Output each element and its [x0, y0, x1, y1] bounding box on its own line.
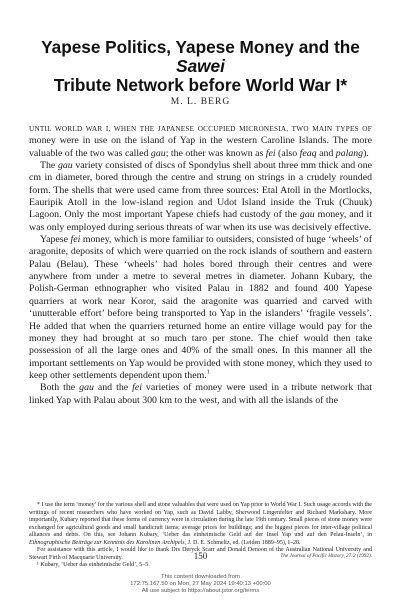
p1-text-2: ; the other was known as: [165, 147, 266, 159]
article-body: [29, 123, 372, 407]
p2-text-3: money, and it was only employed during serious threats of war when its use was decisively effective.: [29, 209, 372, 233]
download-notice: [0, 574, 401, 596]
opening-smallcaps: UNTIL WORLD WAR I, WHEN THE JAPANESE OCCUPIED MICRONESIA, TWO MAIN TYPES OF: [29, 125, 372, 133]
p1-term-feaq: feaq: [299, 147, 317, 159]
footnote-star-end: , J. D. E. Schmeltz, ed. (Leiden 1889–95), I–28.: [184, 539, 301, 546]
p4-text-2: and the: [93, 382, 133, 394]
footnote-star-text: * I use the term ‘money’ for the various shell and stone valuables that were used on Yap prior to World War I. Such usage accords with the writings of recent researchers who have worked on Yap, such as David Labby, Sherwood Lingenfelter and Richard Markshary. More importantly, Kubary reported that these forms of currency were in circulation during the late 19th century. Small pieces of stone money were exchanged for agricultural goods and small handicraft items; average prices for buildings; and the biggest pieces for inter-village political alliances and debts. On this, see Johann Kubary, ‘Ueber das einheimische Geld auf der Insel Yap und auf den Pelau-Inseln’, in: [29, 502, 372, 539]
footnote-acknowledgement: For assistance with this article, I would like to thank Drs Deryck Scarr and Donald Denoon of the Australian National University and Stewart Firth of Macquarie University.: [29, 547, 372, 561]
paragraph-3: [29, 234, 372, 382]
p4-text-3: varieties of money were used in a tribute network that linked Yap with Palau about 300 km to the west, and with all the islands of the: [29, 382, 372, 406]
p4-text-1: Both the: [40, 382, 80, 394]
article-title: [30, 38, 371, 95]
footnote-1: ¹ Kubary, ‘Ueber das einheimische Geld’, 5–5.: [37, 562, 150, 569]
title-line2-text: Tribute Network before World War I*: [53, 75, 348, 95]
title-line1-text: Yapese Politics, Yapese Money and the: [41, 37, 360, 57]
download-terms-link[interactable]: All use subject to https://about.jstor.org/terms: [141, 588, 260, 595]
download-line-1: This content downloaded from: [161, 574, 240, 580]
journal-citation: The Journal of Pacific History, 27:2 (1992).: [280, 553, 372, 559]
p2-text-2: variety consisted of discs of Spondylus shell about three mm thick and one cm in diameter, bored through the centre and strung on strings in a crudely rounded form. The shells that were used came from three sources: Etal Atoll in the Mortlocks, Eauripik Atoll in the low-island region and Udot Island inside the Truk (Chuuk) Lagoon. Only the most important Yapese chiefs had custody of the: [29, 160, 372, 221]
download-line-2: 172.75.167.50 on Mon, 27 May 2024 19:40:13 +00:00: [130, 581, 271, 588]
p1-text-3: (also: [275, 147, 300, 159]
paragraph-1: [29, 123, 372, 160]
footnote-star: [29, 502, 372, 547]
footnote-ref-1[interactable]: 1: [206, 369, 210, 376]
p4-term-gau: gau: [79, 382, 94, 394]
p3-text-2: money, which is more familiar to outsiders, consisted of huge ‘wheels’ of aragonite, deposits of which were quarried on the rock islands of southern and eastern Palau (Belau). These ‘wheels’ had holes bored through their centres and were anywhere from under a metre to several metres in diameter. Johann Kubary, the Polish-German ethnographer who visited Palau in 1882 and found 400 Yapese quarriers at work near Koror, said the aragonite was quarried and carved with ‘unutterable effort’ before being transported to Yap in the islanders’ ‘fragile vessels’. He added that when the quarriers returned home an entire village would pay for the money they had brought at so much taro per stone. The chief would then take possession of all the large ones and 40% of the small ones. In this manner all the important settlements on Yap would be provided with stone money, which they used to keep other settlements dependent upon them.: [29, 234, 373, 381]
p1-term-gau: gau: [150, 147, 166, 159]
author-name: M. L. BERG: [170, 96, 231, 107]
p4-term-fei: fei: [132, 382, 142, 394]
footnote-star-italic: Ethnographische Beiträge zur Kenntnis des Karolinen Archipels: [29, 539, 185, 546]
p1-text-1: money were in use on the island of Yap in the western Caroline Islands. The more valuable of the two was called: [29, 135, 372, 159]
p1-term-fei: fei: [265, 147, 276, 159]
p1-term-palang: palang: [335, 147, 364, 159]
p3-term-fei: fei: [70, 234, 81, 246]
title-sawei-italic: Sawei: [176, 56, 225, 76]
p2-term-gau-2: gau: [299, 209, 315, 221]
paragraph-2: [29, 160, 372, 234]
p2-term-gau: gau: [57, 160, 73, 172]
p1-text-5: ).: [363, 147, 369, 159]
p2-text-1: The: [40, 160, 58, 172]
paragraph-4: [29, 382, 372, 407]
p3-text-1: Yapese: [40, 234, 71, 246]
page-number: 150: [193, 551, 208, 561]
p1-text-4: and: [316, 147, 336, 159]
